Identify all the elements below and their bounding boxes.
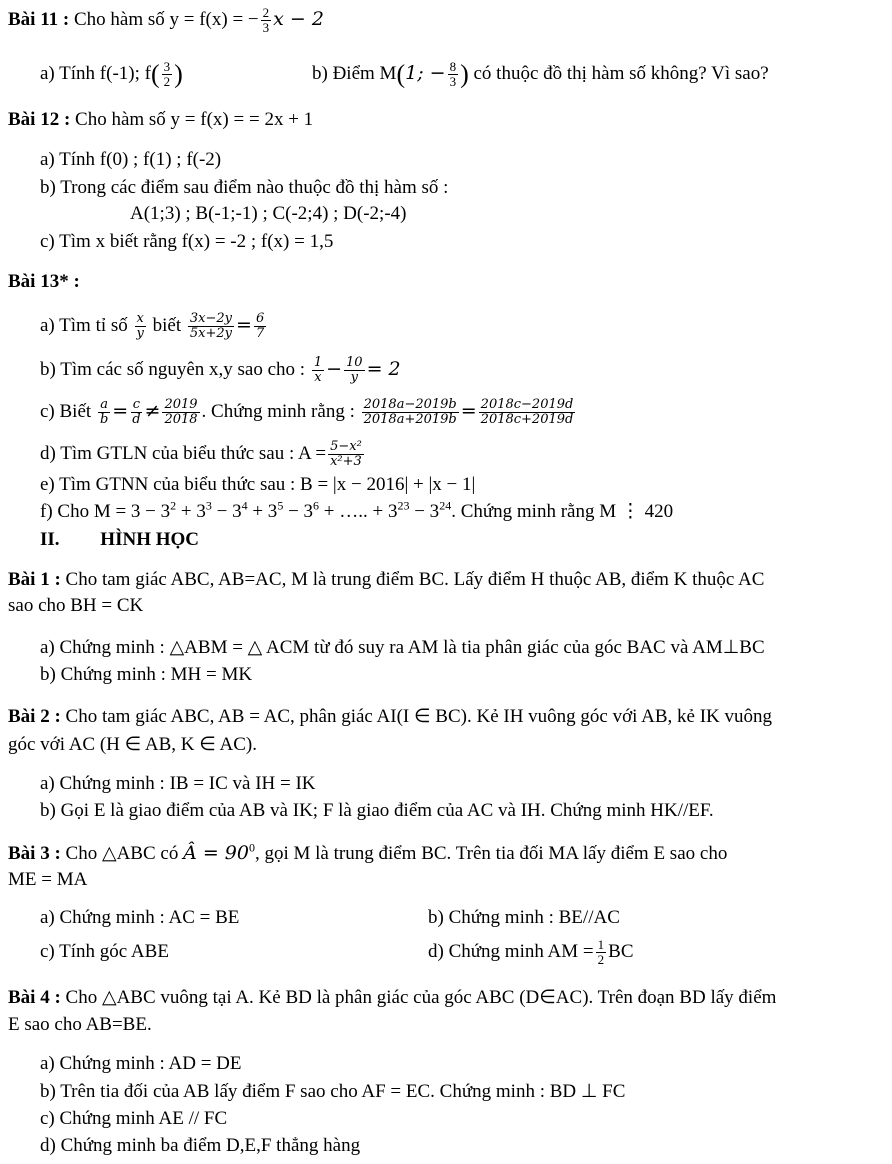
bai13-title: Bài 13* : bbox=[8, 271, 80, 292]
hh1-line2: sao cho BH = CK bbox=[8, 595, 144, 616]
frac-num: 3 bbox=[163, 59, 171, 74]
hh1-title: Bài 1 : bbox=[8, 569, 61, 590]
eq-sign: = bbox=[460, 399, 477, 422]
hh3-d-post: BC bbox=[608, 940, 634, 962]
hh1-line1 bbox=[8, 568, 764, 592]
bai11-b-text: b) Điểm M bbox=[312, 62, 397, 84]
frac-num: 2018a−2019b bbox=[363, 397, 457, 412]
hh4-d: d) Chứng minh ba điểm D,E,F thẳng hàng bbox=[40, 1135, 361, 1156]
bai11-title: Bài 11 : bbox=[8, 8, 70, 30]
frac-den: 7 bbox=[255, 326, 265, 341]
hh1-b: b) Chứng minh : MH = MK bbox=[40, 664, 253, 685]
bai13-b-text: b) Tìm các số nguyên x,y sao cho : bbox=[40, 358, 306, 380]
frac-den: 2018c+2019d bbox=[480, 412, 574, 427]
bai13-f-pre: f) Cho M = 3 − 3 bbox=[40, 501, 171, 522]
bai13-c-frac5 bbox=[479, 398, 576, 427]
frac-num: 5−x² bbox=[330, 439, 362, 454]
paren-close: ) bbox=[460, 59, 469, 89]
exp: 2 bbox=[170, 498, 177, 513]
hh3-b: b) Chứng minh : BE//AC bbox=[428, 907, 620, 928]
frac-den: 2 bbox=[597, 952, 605, 967]
bai13-b bbox=[40, 356, 401, 385]
bai13-c-frac4 bbox=[362, 398, 459, 427]
frac-num: c bbox=[132, 397, 140, 412]
eq-sign: = bbox=[236, 313, 252, 336]
bai11-b-point: 1; − bbox=[405, 61, 446, 84]
bai12-a: a) Tính f(0) ; f(1) ; f(-2) bbox=[40, 149, 222, 170]
bai12-c: c) Tìm x biết rằng f(x) = -2 ; f(x) = 1,5 bbox=[40, 231, 334, 252]
hh3-title: Bài 3 : bbox=[8, 843, 61, 864]
section-title: HÌNH HỌC bbox=[100, 529, 199, 550]
bai11-a bbox=[40, 60, 183, 89]
bai13-a-frac2 bbox=[188, 312, 234, 341]
frac-den: 3 bbox=[449, 74, 457, 89]
hh3-d-frac bbox=[596, 938, 607, 967]
exp: 6 bbox=[313, 498, 320, 513]
bai13-a bbox=[40, 312, 268, 341]
hh3-c: c) Tính góc ABE bbox=[40, 941, 169, 962]
hh3-line2: ME = MA bbox=[8, 869, 88, 890]
exp: 0 bbox=[248, 840, 255, 855]
hh4-title: Bài 4 : bbox=[8, 987, 61, 1008]
bai11-heading bbox=[8, 6, 324, 35]
exp: 24 bbox=[439, 498, 452, 513]
bai11-a-frac bbox=[162, 60, 173, 89]
frac-num: 2 bbox=[262, 5, 270, 20]
hh2-title: Bài 2 : bbox=[8, 706, 61, 727]
frac-num: 6 bbox=[255, 311, 265, 326]
frac-den: 2018a+2019b bbox=[363, 412, 457, 427]
hh4-c: c) Chứng minh AE // FC bbox=[40, 1108, 228, 1129]
frac-den: 2 bbox=[163, 74, 171, 89]
neq-sign: ≠ bbox=[144, 399, 161, 422]
bai13-c-frac2 bbox=[130, 398, 142, 427]
hh3-text1-pre: Cho △ABC có bbox=[65, 843, 179, 864]
hh1-text1: Cho tam giác ABC, AB=AC, M là trung điểm BC. Lấy điểm H thuộc AB, điểm K thuộc AC bbox=[65, 569, 765, 590]
bai11-fraction bbox=[261, 6, 272, 35]
frac-den: x bbox=[314, 370, 322, 385]
bai12-b: b) Trong các điểm sau điểm nào thuộc đồ thị hàm số : bbox=[40, 177, 449, 198]
exp: 23 bbox=[397, 498, 410, 513]
bai13-d-frac bbox=[328, 440, 364, 469]
section-heading bbox=[40, 528, 199, 552]
frac-den: b bbox=[99, 412, 109, 427]
hh3-d bbox=[428, 938, 634, 967]
hh2-text1: Cho tam giác ABC, AB = AC, phân giác AI(I ∈ BC). Kẻ IH vuông góc với AB, kẻ IK vuông bbox=[65, 706, 773, 727]
frac-num: 1 bbox=[313, 355, 323, 370]
hh4-b: b) Trên tia đối của AB lấy điểm F sao cho AF = EC. Chứng minh : BD ⊥ FC bbox=[40, 1081, 626, 1102]
bai13-a-frac3 bbox=[254, 312, 266, 341]
bai13-c-frac1 bbox=[98, 398, 110, 427]
hh3-angle: Â = 90 bbox=[183, 842, 249, 864]
exp: 3 bbox=[205, 498, 212, 513]
frac-den: y bbox=[136, 326, 144, 341]
hh2-a: a) Chứng minh : IB = IC và IH = IK bbox=[40, 773, 316, 794]
minus-sign: − bbox=[326, 357, 343, 380]
frac-den: d bbox=[132, 412, 141, 427]
bai12-title: Bài 12 : bbox=[8, 109, 71, 130]
bai12-points: A(1;3) ; B(-1;-1) ; C(-2;4) ; D(-2;-4) bbox=[130, 203, 407, 224]
bai13-d-text: d) Tìm GTLN của biểu thức sau : A = bbox=[40, 442, 327, 464]
frac-num: 10 bbox=[346, 355, 363, 370]
bai11-b-post: có thuộc đồ thị hàm số không? Vì sao? bbox=[473, 62, 769, 84]
bai11-a-text: a) Tính f(-1); f bbox=[40, 62, 151, 84]
bai13-b-post: = 2 bbox=[366, 357, 401, 380]
hh4-line1 bbox=[8, 986, 776, 1010]
frac-den: x²+3 bbox=[330, 454, 362, 469]
paren-open: ( bbox=[150, 59, 160, 89]
frac-num: 1 bbox=[597, 937, 605, 952]
hh2-line1 bbox=[8, 705, 772, 729]
hh4-a: a) Chứng minh : AD = DE bbox=[40, 1053, 242, 1074]
bai13-a-frac1 bbox=[135, 312, 146, 341]
frac-num: 8 bbox=[449, 59, 457, 74]
frac-num: 3x−2y bbox=[189, 311, 233, 326]
frac-num: 2019 bbox=[164, 397, 198, 412]
bai13-f-post: + ….. + 3 bbox=[323, 501, 398, 522]
bai11-b bbox=[312, 60, 769, 89]
paren-close: ) bbox=[174, 59, 183, 89]
bai13-a-text: a) Tìm tỉ số bbox=[40, 314, 128, 336]
frac-den: 3 bbox=[262, 20, 270, 35]
bai13-heading bbox=[8, 270, 80, 294]
frac-num: a bbox=[100, 397, 108, 412]
bai13-c-mid: . Chứng minh rằng : bbox=[201, 400, 355, 422]
bai13-d bbox=[40, 440, 366, 469]
bai13-f-end: . Chứng minh rằng M ⋮ 420 bbox=[451, 501, 674, 522]
exp: 5 bbox=[277, 498, 284, 513]
bai13-b-frac2 bbox=[344, 356, 365, 385]
bai13-a-mid: biết bbox=[152, 314, 182, 336]
hh3-a: a) Chứng minh : AC = BE bbox=[40, 907, 240, 928]
frac-num: x bbox=[136, 311, 144, 326]
hh3-d-pre: d) Chứng minh AM = bbox=[428, 940, 594, 962]
bai12-heading bbox=[8, 108, 313, 132]
frac-den: y bbox=[350, 370, 358, 385]
bai13-e: e) Tìm GTNN của biểu thức sau : B = |x − 2016| + |x − 1| bbox=[40, 474, 476, 495]
hh2-b: b) Gọi E là giao điểm của AB và IK; F là giao điểm của AC và IH. Chứng minh HK//EF. bbox=[40, 800, 714, 821]
hh2-line2: góc với AC (H ∈ AB, K ∈ AC). bbox=[8, 734, 257, 755]
hh4-line2: E sao cho AB=BE. bbox=[8, 1014, 152, 1035]
bai13-f: f) Cho $M = 3 - 3^2 + 3^3 - 3^4 + 3^5 - 3^6$ + ….. + $3^{23} - 3^{24}$. Chứng minh rằng M ⋮ 420 bbox=[40, 498, 674, 522]
eq-sign: = bbox=[112, 399, 129, 422]
frac-den: 5x+2y bbox=[189, 326, 233, 341]
hh1-a: a) Chứng minh : △ABM = △ ACM từ đó suy ra AM là tia phân giác của góc BAC và AM⊥BC bbox=[40, 637, 765, 658]
bai13-c-frac3 bbox=[162, 398, 199, 427]
hh3-text1-post: , gọi M là trung điểm BC. Trên tia đối MA lấy điểm E sao cho bbox=[254, 843, 728, 864]
bai11-b-frac bbox=[448, 60, 459, 89]
bai13-c-text: c) Biết bbox=[40, 400, 92, 422]
bai12-text: Cho hàm số y = f(x) = = 2x + 1 bbox=[75, 109, 314, 130]
bai13-c bbox=[40, 398, 577, 427]
bai11-expr: x − 2 bbox=[273, 7, 324, 30]
section-roman: II. bbox=[40, 529, 60, 550]
exp: 4 bbox=[241, 498, 248, 513]
frac-den: 2018 bbox=[164, 412, 198, 427]
bai13-b-frac1 bbox=[312, 356, 324, 385]
hh3-line1 bbox=[8, 841, 727, 866]
hh4-text1: Cho △ABC vuông tại A. Kẻ BD là phân giác của góc ABC (D∈AC). Trên đoạn BD lấy điểm bbox=[65, 987, 777, 1008]
paren-open: ( bbox=[396, 59, 406, 89]
bai11-text: Cho hàm số y = f(x) = − bbox=[73, 8, 259, 30]
frac-num: 2018c−2019d bbox=[480, 397, 574, 412]
